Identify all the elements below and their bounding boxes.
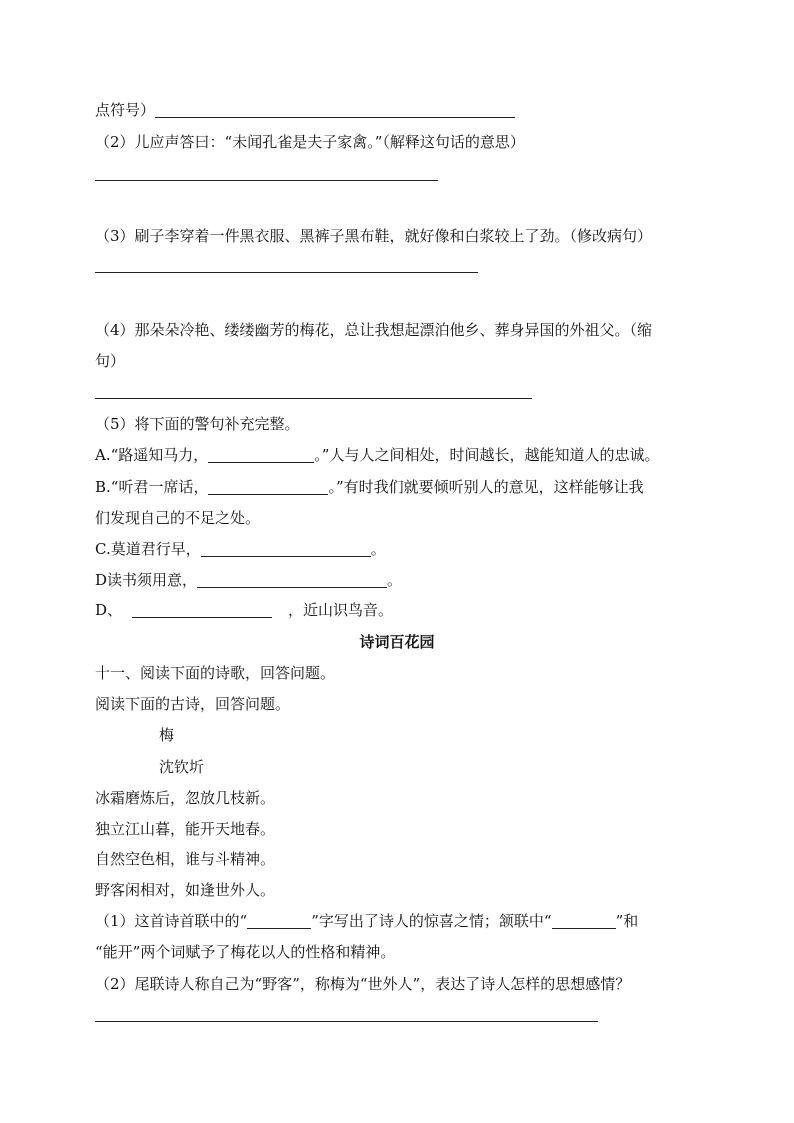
question-5b-line2: 们发现自己的不足之处。 (95, 509, 261, 527)
question-11: 十一、阅读下面的诗歌，回答问题。 (95, 664, 336, 682)
reading-intro: 阅读下面的古诗，回答问题。 (95, 695, 291, 713)
poem-author: 沈钦圻 (159, 758, 205, 776)
q5d-prefix: D读书须用意， (95, 571, 198, 589)
question-5a (95, 445, 659, 465)
q5b-suffix: 。”有时我们就要倾听别人的意见，这样能够让我 (328, 478, 644, 496)
section-title: 诗词百花园 (359, 633, 435, 651)
q5b-prefix: B.“听君一席话， (95, 478, 209, 496)
answer-blank[interactable] (155, 101, 515, 118)
question-4-line2: 句） (95, 352, 126, 370)
pq1-part-b: ”字写出了诗人的惊喜之情；颔联中“ (311, 912, 552, 930)
q5a-prefix: A.“路遥知马力， (95, 446, 209, 464)
poem-question-1 (95, 911, 638, 931)
poem-question-1-line2: “能开”两个词赋予了梅花以人的性格和精神。 (95, 943, 396, 961)
q5d-blank[interactable] (197, 571, 387, 588)
pq1-blank-2[interactable] (552, 912, 616, 929)
question-2: （2）儿应声答曰：“未闻孔雀是夫子家禽。”（解释这句话的意思） (95, 133, 525, 151)
q5e-blank[interactable] (132, 601, 272, 618)
answer-line-q4[interactable] (95, 398, 532, 399)
question-5: （5）将下面的警句补充完整。 (95, 415, 300, 433)
question-5d (95, 570, 402, 590)
pq1-blank-1[interactable] (247, 912, 311, 929)
q5c-prefix: C.莫道君行早， (95, 540, 201, 558)
poem-line: 冰霜磨炼后，忽放几枝新。 (95, 789, 276, 807)
question-5b (95, 477, 644, 497)
q5a-blank[interactable] (208, 446, 314, 463)
question-4-line1: （4）那朵朵冷艳、缕缕幽芳的梅花，总让我想起漂泊他乡、葬身异国的外祖父。（缩 (95, 321, 653, 339)
answer-line-q3[interactable] (95, 272, 478, 273)
q5c-suffix: 。 (370, 540, 386, 558)
q5e-prefix: D、 (95, 601, 123, 619)
poem-line: 自然空色相，谁与斗精神。 (95, 850, 276, 868)
pq1-part-a: （1）这首诗首联中的“ (95, 912, 248, 930)
q5b-blank[interactable] (208, 478, 328, 495)
answer-line-q2[interactable] (95, 180, 438, 181)
question-tail-text: 点符号） (95, 101, 156, 119)
q5c-blank[interactable] (201, 540, 371, 557)
pq1-part-c: ”和 (615, 912, 639, 930)
question-tail (95, 100, 515, 120)
q5a-suffix: 。”人与人之间相处，时间越长，越能知道人的忠诚。 (314, 446, 660, 464)
answer-line-pq2[interactable] (95, 1021, 598, 1022)
question-3: （3）刷子李穿着一件黑衣服、黑裤子黑布鞋，就好像和白浆较上了劲。（修改病句） (95, 227, 653, 245)
poem-title: 梅 (159, 726, 175, 744)
poem-question-2: （2）尾联诗人称自己为“野客”，称梅为“世外人”，表达了诗人怎样的思想感情？ (95, 975, 631, 993)
q5e-suffix: ，近山识鸟音。 (288, 601, 394, 619)
q5d-suffix: 。 (387, 571, 403, 589)
poem-line: 野客闲相对，如逢世外人。 (95, 881, 276, 899)
question-5e (95, 600, 393, 620)
question-5c (95, 539, 386, 559)
poem-line: 独立江山暮，能开天地春。 (95, 820, 276, 838)
